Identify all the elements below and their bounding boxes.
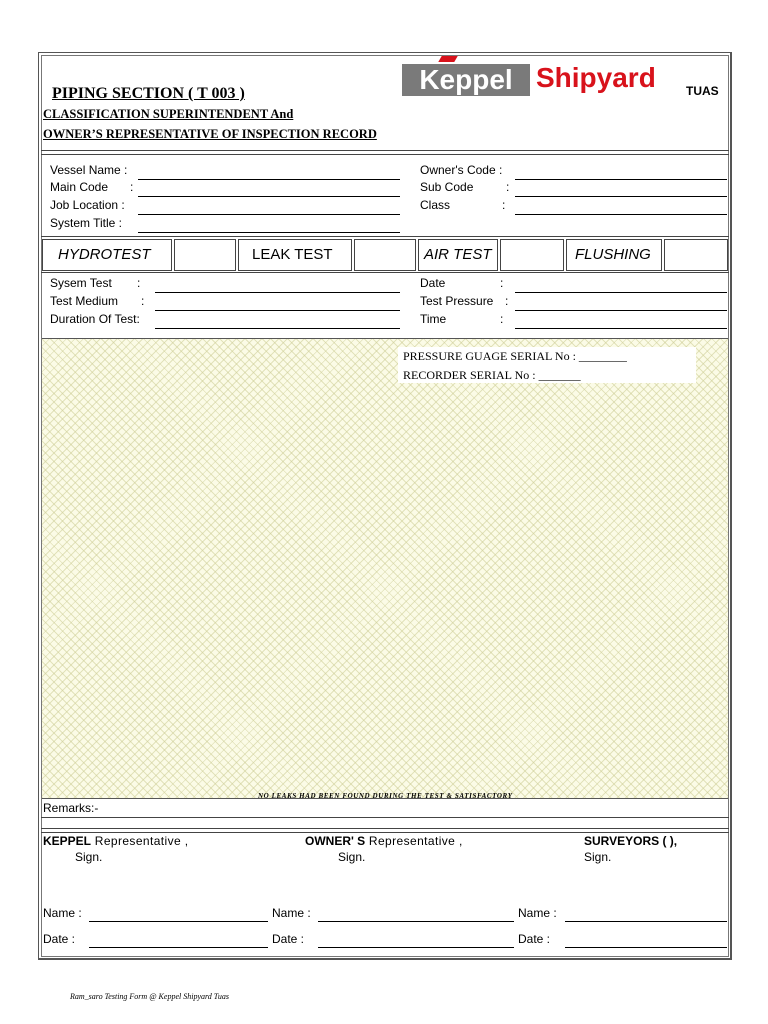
owners-name-field[interactable] [318,921,514,922]
flushing-label: FLUSHING [575,246,651,263]
remarks-label: Remarks:- [43,801,99,815]
test-medium-colon: : [141,294,145,308]
surveyors-date-field[interactable] [565,947,727,948]
test-pressure-colon: : [505,294,509,308]
flushing-check-box[interactable] [664,239,728,271]
owners-date-field[interactable] [318,947,514,948]
owners-rep-label [305,834,463,848]
keppel-date-label: Date : [43,932,76,946]
leak-test-check-box[interactable] [354,239,416,271]
keppel-bold: KEPPEL [43,834,92,848]
test-pressure-label: Test Pressure [420,294,494,308]
divider [41,154,729,155]
main-code-colon: : [130,180,134,194]
keppel-name-field[interactable] [89,921,268,922]
duration-field[interactable] [155,328,400,329]
vessel-name-label: Vessel Name : [50,163,128,177]
keppel-rep-label [43,834,189,848]
date-field[interactable] [515,292,727,293]
vessel-name-field[interactable] [138,179,400,180]
footer-note: Ram_saro Testing Form @ Keppel Shipyard Tuas [70,992,229,1001]
test-pressure-field[interactable] [515,310,727,311]
surveyors-name-field[interactable] [565,921,727,922]
keppel-rest: Representative , [91,834,189,848]
surveyors-label: SURVEYORS ( ), [584,834,678,848]
divider [41,272,729,273]
test-medium-label: Test Medium [50,294,119,308]
surveyors-sign-label: Sign. [584,850,612,864]
pressure-gauge-serial: PRESSURE GUAGE SERIAL No : ________ [403,349,627,363]
header-line-1: CLASSIFICATION SUPERINTENDENT And [43,107,294,121]
owners-date-label: Date : [272,932,305,946]
owners-code-field[interactable] [515,179,727,180]
keppel-shipyard-logo [402,58,722,100]
time-colon: : [500,312,504,326]
system-title-label: System Title : [50,216,123,230]
job-location-field[interactable] [138,214,400,215]
result-note: NO LEAKS HAD BEEN FOUND DURING THE TEST & SATISFACTORY [258,792,513,800]
logo-tuas: TUAS [686,84,719,98]
owners-bold: OWNER' S [305,834,366,848]
surveyors-date-label: Date : [518,932,551,946]
sub-code-label: Sub Code [420,180,474,194]
logo-accent-mark [438,56,457,62]
system-test-field[interactable] [155,292,400,293]
hydrotest-check-box[interactable] [174,239,236,271]
sub-code-colon: : [506,180,510,194]
main-code-field[interactable] [138,196,400,197]
divider [41,150,729,151]
class-label: Class [420,198,451,212]
logo-keppel-word: Keppel [402,64,530,96]
section-title: PIPING SECTION ( T 003 ) [52,85,245,102]
owners-code-label: Owner's Code : [420,163,503,177]
test-medium-field[interactable] [155,310,400,311]
class-field[interactable] [515,214,727,215]
system-test-colon: : [137,276,141,290]
air-test-check-box[interactable] [500,239,564,271]
divider [41,832,729,833]
keppel-sign-label: Sign. [75,850,103,864]
divider [41,828,729,829]
time-label: Time [420,312,447,326]
owners-sign-label: Sign. [338,850,366,864]
class-colon: : [502,198,506,212]
system-test-label: Sysem Test [50,276,112,290]
date-label: Date [420,276,446,290]
date-colon: : [500,276,504,290]
hydrotest-label: HYDROTEST [58,246,151,263]
leak-test-label: LEAK TEST [252,246,333,263]
keppel-name-label: Name : [43,906,82,920]
recorder-serial: RECORDER SERIAL No : _______ [403,368,581,382]
header-line-2: OWNER’S REPRESENTATIVE OF INSPECTION RECORD [43,127,377,141]
logo-shipyard-word: Shipyard [536,62,656,93]
time-field[interactable] [515,328,727,329]
sub-code-field[interactable] [515,196,727,197]
system-title-field[interactable] [138,232,400,233]
surveyors-name-label: Name : [518,906,557,920]
main-code-label: Main Code [50,180,109,194]
divider [41,236,729,237]
duration-label: Duration Of Test: [50,312,140,326]
remarks-line[interactable] [41,817,729,818]
job-location-label: Job Location : [50,198,125,212]
sketch-area[interactable] [42,338,728,799]
air-test-label: AIR TEST [424,246,492,263]
keppel-date-field[interactable] [89,947,268,948]
owners-rest: Representative , [365,834,463,848]
owners-name-label: Name : [272,906,311,920]
